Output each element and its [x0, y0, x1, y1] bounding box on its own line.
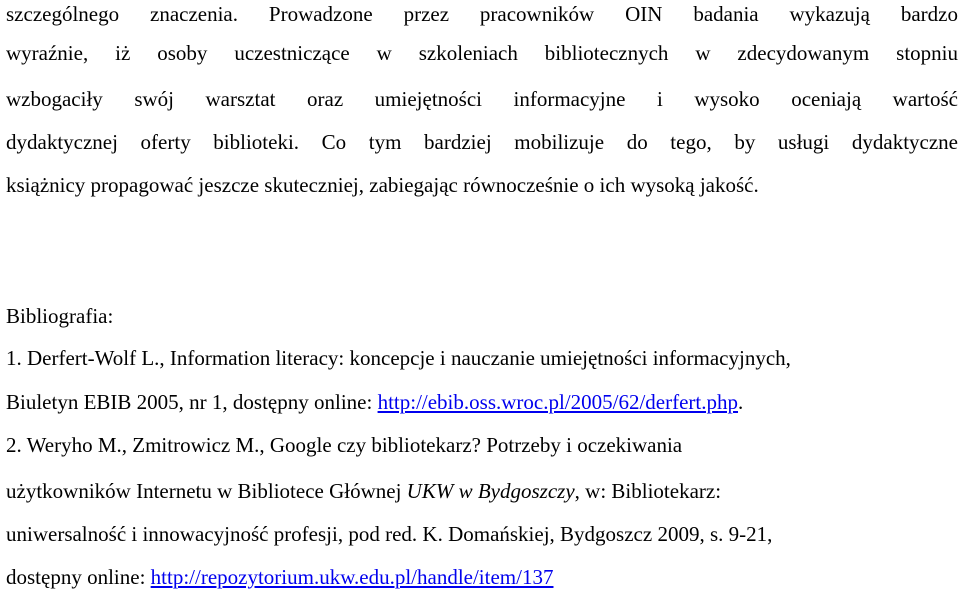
repozytorium-link[interactable]: http://repozytorium.ukw.edu.pl/handle/item/137: [150, 565, 554, 589]
bibliography-entry-1-text: Biuletyn EBIB 2005, nr 1, dostępny online:: [6, 390, 378, 414]
paragraph-line-3: wzbogaciły swój warsztat oraz umiejętności informacyjne i wysoko oceniają wartość: [6, 87, 958, 111]
bibliography-entry-2-italic: UKW w Bydgoszczy: [406, 479, 575, 503]
paragraph-line-2: wyraźnie, iż osoby uczestniczące w szkoleniach bibliotecznych w zdecydowanym stopniu: [6, 41, 958, 65]
bibliography-entry-1-line-1: 1. Derfert-Wolf L., Information literacy: koncepcje i nauczanie umiejętności informacyjnych,: [6, 346, 791, 370]
paragraph-line-5: książnicy propagować jeszcze skuteczniej, zabiegając równocześnie o ich wysoką jakość.: [6, 173, 759, 197]
bibliography-entry-1-period: .: [738, 390, 744, 414]
bibliography-entry-2-online-label: dostępny online:: [6, 565, 151, 589]
bibliography-heading: Bibliografia:: [6, 304, 114, 328]
bibliography-entry-2-suffix: , w: Bibliotekarz:: [574, 479, 722, 503]
bibliography-entry-2-line-2: [6, 478, 721, 504]
paragraph-line-1: szczególnego znaczenia. Prowadzone przez pracowników OIN badania wykazują bardzo: [6, 2, 958, 26]
bibliography-entry-1-line-2: [6, 389, 743, 415]
ebib-link[interactable]: http://ebib.oss.wroc.pl/2005/62/derfert.php: [377, 390, 739, 414]
bibliography-entry-2-line-4: [6, 564, 553, 590]
paragraph-line-4: dydaktycznej oferty biblioteki. Co tym bardziej mobilizuje do tego, by usługi dydaktyczne: [6, 130, 958, 154]
bibliography-entry-2-text: użytkowników Internetu w Bibliotece Głównej: [6, 479, 407, 503]
bibliography-entry-2-line-3: uniwersalność i innowacyjność profesji, pod red. K. Domańskiej, Bydgoszcz 2009, s. 9-21,: [6, 522, 773, 546]
bibliography-entry-2-line-1: 2. Weryho M., Zmitrowicz M., Google czy bibliotekarz? Potrzeby i oczekiwania: [6, 433, 683, 457]
